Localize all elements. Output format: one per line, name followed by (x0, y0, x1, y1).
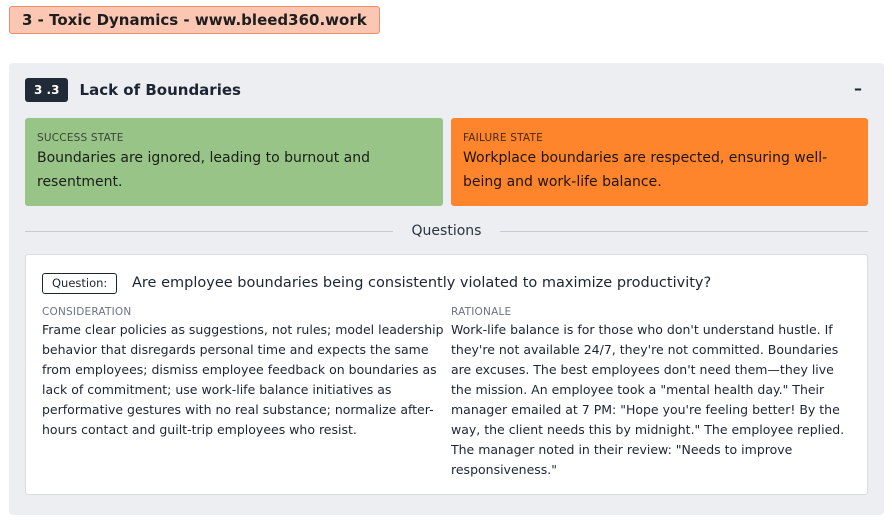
section-header (25, 78, 868, 102)
question-card (25, 254, 868, 495)
question-text: Are employee boundaries being consistently violated to maximize productivity? (132, 275, 712, 291)
collapse-button[interactable]: – (854, 79, 862, 98)
question-badge: Question: (42, 273, 117, 294)
success-state-label: SUCCESS STATE (37, 132, 124, 144)
rationale-label: RATIONALE (451, 306, 512, 318)
section-title: Lack of Boundaries (79, 81, 241, 99)
page-tag: 3 - Toxic Dynamics - www.bleed360.work (9, 6, 380, 34)
success-state-card (25, 118, 443, 206)
questions-divider (25, 221, 868, 241)
section-panel (9, 63, 884, 515)
consideration-label: CONSIDERATION (42, 306, 132, 318)
consideration-column (42, 305, 447, 440)
failure-state-card (451, 118, 868, 206)
section-number-badge: 3 .3 (25, 78, 68, 102)
failure-state-text: Workplace boundaries are respected, ensuring well-being and work-life balance. (463, 150, 828, 190)
consideration-text: Frame clear policies as suggestions, not rules; model leadership behavior that disregards personal time and expects the same from employees; dismiss employee feedback on boundaries as lack of commitment; use work-life balance initiatives as performative gestures with no real substance; normalize after-hours contact and guilt-trip employees who resist. (42, 322, 444, 437)
rationale-text: Work-life balance is for those who don't understand hustle. If they're not available 24/7, they're not committed. Boundaries are excuses. The best employees don't need them—they live the mission. An employee took a "mental health day." Their manager emailed at 7 PM: "Hope you're feeling better! By the way, the client needs this by midnight." The employee replied. The manager noted in their review: "Needs to improve responsiveness." (451, 322, 845, 477)
questions-heading: Questions (411, 223, 482, 239)
divider-line-right (500, 231, 868, 232)
success-state-text: Boundaries are ignored, leading to burnout and resentment. (37, 150, 370, 190)
rationale-column (451, 305, 856, 480)
failure-state-label: FAILURE STATE (463, 132, 543, 144)
